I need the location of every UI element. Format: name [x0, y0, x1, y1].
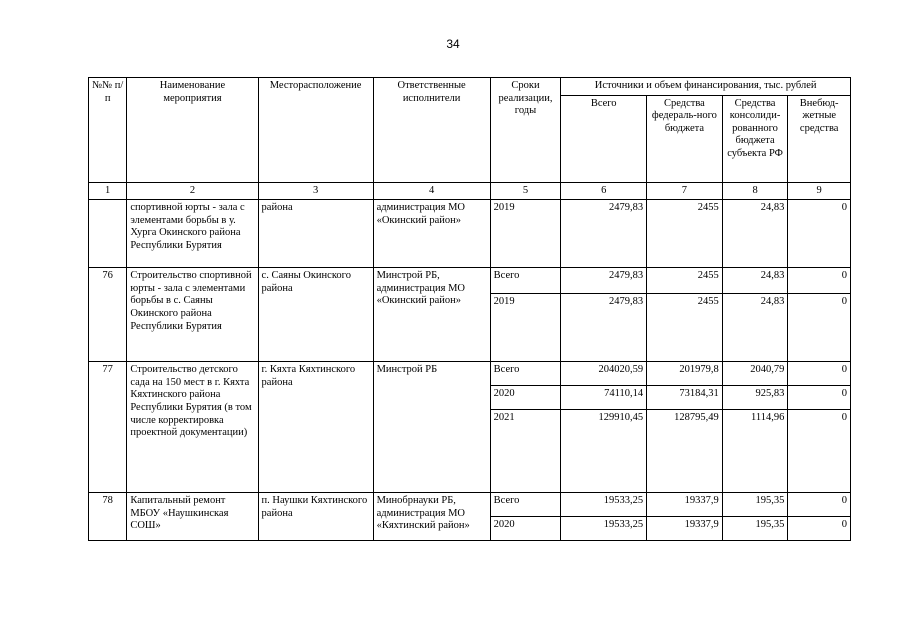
year-cell: 2021: [490, 410, 561, 493]
total-cell: 204020,59: [561, 362, 647, 386]
offbudget-cell: 0: [788, 294, 851, 362]
row-number: 78: [89, 493, 127, 541]
consolidated-cell: 2040,79: [722, 362, 788, 386]
event-name: Строительство детского сада на 150 мест в г. Кяхта Кяхтинского района Республики Бурятия (в том числе корректировка проектной документации): [127, 362, 258, 493]
total-cell: 2479,83: [561, 294, 647, 362]
total-cell: 2479,83: [561, 200, 647, 268]
event-executors: Минстрой РБ, администрация МО «Окинский район»: [373, 268, 490, 362]
offbudget-cell: 0: [788, 410, 851, 493]
page-number: 34: [446, 37, 460, 51]
header-offbudget: Внебюд-жетные средства: [788, 95, 851, 182]
federal-cell: 73184,31: [647, 386, 723, 410]
federal-cell: 2455: [647, 200, 723, 268]
federal-cell: 19337,9: [647, 517, 723, 541]
header-funding: Источники и объем финансирования, тыс. рублей: [561, 78, 851, 96]
event-name: Строительство спортивной юрты - зала с элементами борьбы в с. Саяны Окинского района Республики Бурятия: [127, 268, 258, 362]
consolidated-cell: 195,35: [722, 493, 788, 517]
year-cell: 2019: [490, 294, 561, 362]
year-cell: Всего: [490, 268, 561, 294]
total-cell: 2479,83: [561, 268, 647, 294]
total-cell: 74110,14: [561, 386, 647, 410]
header-name: Наименование мероприятия: [127, 78, 258, 183]
table-row: [89, 493, 851, 517]
consolidated-cell: 24,83: [722, 200, 788, 268]
federal-cell: 2455: [647, 294, 723, 362]
offbudget-cell: 0: [788, 517, 851, 541]
event-executors: администрация МО «Окинский район»: [373, 200, 490, 268]
column-number: 4: [373, 182, 490, 200]
federal-cell: 201979,8: [647, 362, 723, 386]
offbudget-cell: 0: [788, 362, 851, 386]
consolidated-cell: 24,83: [722, 294, 788, 362]
federal-cell: 2455: [647, 268, 723, 294]
total-cell: 19533,25: [561, 517, 647, 541]
column-number: 2: [127, 182, 258, 200]
header-total: Всего: [561, 95, 647, 182]
column-number: 7: [647, 182, 723, 200]
offbudget-cell: 0: [788, 493, 851, 517]
column-numbers-row: [89, 182, 851, 200]
row-number: 77: [89, 362, 127, 493]
federal-cell: 19337,9: [647, 493, 723, 517]
year-cell: Всего: [490, 362, 561, 386]
event-location: г. Кяхта Кяхтинского района: [258, 362, 373, 493]
event-name: спортивной юрты - зала с элементами борьбы в у. Хурга Окинского района Республики Бурятия: [127, 200, 258, 268]
event-location: района: [258, 200, 373, 268]
column-number: 6: [561, 182, 647, 200]
header-executors: Ответственные исполнители: [373, 78, 490, 183]
total-cell: 129910,45: [561, 410, 647, 493]
total-cell: 19533,25: [561, 493, 647, 517]
offbudget-cell: 0: [788, 268, 851, 294]
event-executors: Минобрнауки РБ, администрация МО «Кяхтинский район»: [373, 493, 490, 541]
year-cell: Всего: [490, 493, 561, 517]
table-row: [89, 362, 851, 386]
header-row-1: [89, 78, 851, 96]
federal-cell: 128795,49: [647, 410, 723, 493]
year-cell: 2020: [490, 386, 561, 410]
year-cell: 2020: [490, 517, 561, 541]
column-number: 8: [722, 182, 788, 200]
row-number: 76: [89, 268, 127, 362]
event-name: Капитальный ремонт МБОУ «Наушкинская СОШ»: [127, 493, 258, 541]
header-num: №№ п/п: [89, 78, 127, 183]
table-row: [89, 268, 851, 294]
year-cell: 2019: [490, 200, 561, 268]
offbudget-cell: 0: [788, 386, 851, 410]
offbudget-cell: 0: [788, 200, 851, 268]
header-consolidated: Средства консолиди-рованного бюджета субъекта РФ: [722, 95, 788, 182]
consolidated-cell: 925,83: [722, 386, 788, 410]
column-number: 3: [258, 182, 373, 200]
consolidated-cell: 195,35: [722, 517, 788, 541]
column-number: 9: [788, 182, 851, 200]
event-location: с. Саяны Окинского района: [258, 268, 373, 362]
funding-table: [88, 77, 851, 541]
event-executors: Минстрой РБ: [373, 362, 490, 493]
column-number: 5: [490, 182, 561, 200]
consolidated-cell: 24,83: [722, 268, 788, 294]
header-federal: Средства федераль-ного бюджета: [647, 95, 723, 182]
row-number: [89, 200, 127, 268]
table-row: [89, 200, 851, 268]
consolidated-cell: 1114,96: [722, 410, 788, 493]
header-location: Месторасположение: [258, 78, 373, 183]
header-terms: Сроки реализации, годы: [490, 78, 561, 183]
event-location: п. Наушки Кяхтинского района: [258, 493, 373, 541]
column-number: 1: [89, 182, 127, 200]
